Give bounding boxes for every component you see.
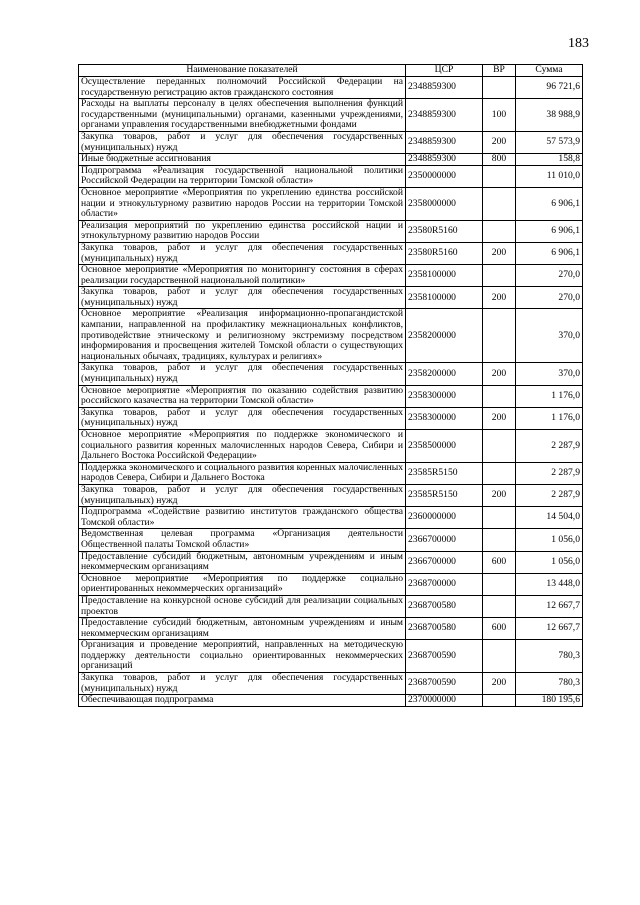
table-row [79,363,583,385]
row-sum-cell: 6 906,1 [516,187,583,220]
row-name-cell: Закупка товаров, работ и услуг для обеспечения государственных (муниципальных) нужд [79,131,406,153]
table-row [79,529,583,551]
row-name-cell: Основное мероприятие «Мероприятия по поддержке экономического и социального развития коренных малочисленных народов Севера, Сибири и Дальнего Востока Российской Федерации» [79,430,406,463]
table-header-row [79,65,583,77]
table-row [79,77,583,99]
table-row [79,462,583,484]
row-name-cell: Закупка товаров, работ и услуг для обеспечения государственных (муниципальных) нужд [79,287,406,309]
row-name-cell: Предоставление на конкурсной основе субсидий для реализации социальных проектов [79,595,406,617]
table-row [79,309,583,363]
row-vr-cell: 600 [483,618,516,640]
row-vr-cell [483,165,516,187]
row-name-cell: Организация и проведение мероприятий, направленных на методическую поддержку деятельности социально ориентированных некоммерческих организаций [79,640,406,673]
row-csr-cell: 2358200000 [406,309,483,363]
row-name-cell: Предоставление субсидий бюджетным, автономным учреждениям и иным некоммерческим организациям [79,618,406,640]
header-sum: Сумма [516,65,583,77]
row-name-cell: Обеспечивающая подпрограмма [79,695,406,707]
row-name-cell: Закупка товаров, работ и услуг для обеспечения государственных (муниципальных) нужд [79,242,406,264]
row-vr-cell: 200 [483,407,516,429]
row-sum-cell: 180 195,6 [516,695,583,707]
table-row [79,287,583,309]
row-csr-cell: 2368700580 [406,595,483,617]
row-vr-cell [483,187,516,220]
table-row [79,618,583,640]
row-vr-cell: 200 [483,673,516,695]
row-csr-cell: 2348859300 [406,131,483,153]
row-csr-cell: 2348859300 [406,99,483,132]
table-row [79,407,583,429]
row-csr-cell: 2366700000 [406,529,483,551]
table-row [79,507,583,529]
row-csr-cell: 2368700000 [406,573,483,595]
row-name-cell: Основное мероприятие «Мероприятия по укреплению единства российской нации и этнокультурному развитию народов России на территории Томской области» [79,187,406,220]
row-sum-cell: 780,3 [516,640,583,673]
row-name-cell: Основное мероприятие «Мероприятия по оказанию содействия развитию российского казачества на территории Томской области» [79,385,406,407]
row-sum-cell: 270,0 [516,287,583,309]
row-vr-cell [483,573,516,595]
row-sum-cell: 6 906,1 [516,242,583,264]
row-csr-cell: 2358100000 [406,265,483,287]
row-vr-cell: 600 [483,551,516,573]
row-csr-cell: 2358300000 [406,385,483,407]
row-vr-cell: 200 [483,242,516,264]
row-sum-cell: 12 667,7 [516,595,583,617]
row-sum-cell: 96 721,6 [516,77,583,99]
header-csr: ЦСР [406,65,483,77]
row-csr-cell: 2370000000 [406,695,483,707]
row-name-cell: Иные бюджетные ассигнования [79,154,406,166]
row-sum-cell: 370,0 [516,363,583,385]
row-vr-cell [483,595,516,617]
table-body [79,77,583,707]
table-row [79,187,583,220]
header-name: Наименование показателей [79,65,406,77]
row-name-cell: Предоставление субсидий бюджетным, автономным учреждениям и иным некоммерческим организациям [79,551,406,573]
row-vr-cell [483,640,516,673]
table-row [79,265,583,287]
row-sum-cell: 270,0 [516,265,583,287]
row-name-cell: Подпрограмма «Реализация государственной национальной политики Российской Федерации на территории Томской области» [79,165,406,187]
row-sum-cell: 2 287,9 [516,462,583,484]
row-sum-cell: 11 010,0 [516,165,583,187]
row-sum-cell: 13 448,0 [516,573,583,595]
row-csr-cell: 2358200000 [406,363,483,385]
row-csr-cell: 23585R5150 [406,462,483,484]
row-sum-cell: 38 988,9 [516,99,583,132]
table-row [79,640,583,673]
row-vr-cell [483,220,516,242]
table-row [79,484,583,506]
row-csr-cell: 2368700590 [406,673,483,695]
row-vr-cell [483,77,516,99]
row-name-cell: Подпрограмма «Содействие развитию институтов гражданского общества Томской области» [79,507,406,529]
row-name-cell: Основное мероприятие «Реализация информационно-пропагандистской кампании, направленной на профилактику межнациональных конфликтов, противодействие этническому и религиозному экстремизму посредством информирования и просвещения жителей Томской области о существующих национальных обычаях, традициях, культурах и религиях» [79,309,406,363]
row-csr-cell: 2368700580 [406,618,483,640]
row-name-cell: Реализация мероприятий по укреплению единства российской нации и этнокультурному развитию народов России [79,220,406,242]
row-vr-cell [483,430,516,463]
row-sum-cell: 1 176,0 [516,385,583,407]
table-row [79,154,583,166]
row-csr-cell: 2348859300 [406,154,483,166]
row-name-cell: Закупка товаров, работ и услуг для обеспечения государственных (муниципальных) нужд [79,407,406,429]
table-row [79,430,583,463]
table-row [79,595,583,617]
row-name-cell: Расходы на выплаты персоналу в целях обеспечения выполнения функций государственными (муниципальными) органами, казенными учреждениями, органами управления государственными внебюджетными фондами [79,99,406,132]
table-row [79,385,583,407]
table-row [79,573,583,595]
row-sum-cell: 370,0 [516,309,583,363]
row-vr-cell [483,265,516,287]
page-number: 183 [568,36,589,51]
row-sum-cell: 2 287,9 [516,484,583,506]
row-sum-cell: 1 056,0 [516,551,583,573]
row-sum-cell: 14 504,0 [516,507,583,529]
row-csr-cell: 2366700000 [406,551,483,573]
row-name-cell: Поддержка экономического и социального развития коренных малочисленных народов Севера, Сибири и Дальнего Востока [79,462,406,484]
row-csr-cell: 23580R5160 [406,242,483,264]
table-row [79,165,583,187]
row-sum-cell: 2 287,9 [516,430,583,463]
row-sum-cell: 12 667,7 [516,618,583,640]
row-csr-cell: 2348859300 [406,77,483,99]
row-vr-cell: 200 [483,363,516,385]
row-csr-cell: 2358500000 [406,430,483,463]
row-csr-cell: 2358100000 [406,287,483,309]
row-sum-cell: 1 056,0 [516,529,583,551]
row-csr-cell: 2368700590 [406,640,483,673]
row-vr-cell [483,695,516,707]
row-sum-cell: 780,3 [516,673,583,695]
table-row [79,131,583,153]
row-csr-cell: 23585R5150 [406,484,483,506]
table-row [79,220,583,242]
table-row [79,242,583,264]
row-vr-cell [483,507,516,529]
row-name-cell: Закупка товаров, работ и услуг для обеспечения государственных (муниципальных) нужд [79,363,406,385]
table-row [79,551,583,573]
table-row [79,673,583,695]
row-sum-cell: 1 176,0 [516,407,583,429]
row-vr-cell: 800 [483,154,516,166]
row-sum-cell: 158,8 [516,154,583,166]
row-vr-cell [483,462,516,484]
row-name-cell: Основное мероприятие «Мероприятия по поддержке социально ориентированных некоммерческих организаций» [79,573,406,595]
row-csr-cell: 2358000000 [406,187,483,220]
row-vr-cell [483,385,516,407]
row-sum-cell: 6 906,1 [516,220,583,242]
table-row [79,695,583,707]
row-csr-cell: 2358300000 [406,407,483,429]
row-name-cell: Закупка товаров, работ и услуг для обеспечения государственных (муниципальных) нужд [79,484,406,506]
row-vr-cell: 200 [483,287,516,309]
row-name-cell: Осуществление переданных полномочий Российской Федерации на государственную регистрацию актов гражданского состояния [79,77,406,99]
table-row [79,99,583,132]
row-name-cell: Основное мероприятие «Мероприятия по мониторингу состояния в сферах реализации государственной национальной политики» [79,265,406,287]
row-vr-cell [483,309,516,363]
row-name-cell: Закупка товаров, работ и услуг для обеспечения государственных (муниципальных) нужд [79,673,406,695]
row-csr-cell: 2350000000 [406,165,483,187]
row-sum-cell: 57 573,9 [516,131,583,153]
row-csr-cell: 2360000000 [406,507,483,529]
row-vr-cell: 200 [483,131,516,153]
row-vr-cell: 200 [483,484,516,506]
header-vr: ВР [483,65,516,77]
row-name-cell: Ведомственная целевая программа «Организация деятельности Общественной палаты Томской области» [79,529,406,551]
budget-table [78,64,583,707]
row-vr-cell: 100 [483,99,516,132]
row-vr-cell [483,529,516,551]
row-csr-cell: 23580R5160 [406,220,483,242]
